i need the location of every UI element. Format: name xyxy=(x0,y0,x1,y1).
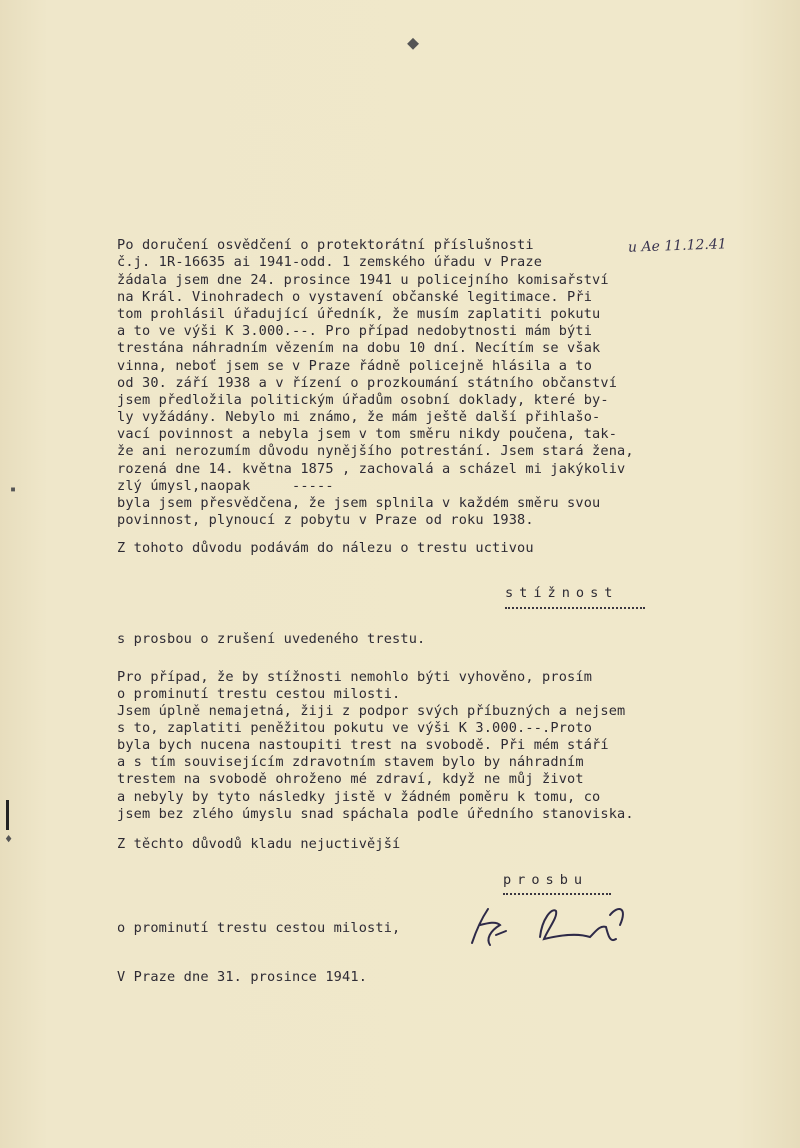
text-line: jsem bez zlého úmyslu snad spáchala podle úředního stanoviska. xyxy=(117,806,634,822)
request-line: o prominutí trestu cestou milosti, xyxy=(117,920,401,936)
text-line: a nebyly by tyto následky jistě v žádném poměru k tomu, co xyxy=(117,789,601,805)
intro-sentence: Z tohoto důvodu podávám do nálezu o trestu uctivou xyxy=(117,540,534,556)
text-line: trestána náhradním vězením na dobu 10 dní. Necítím se však xyxy=(117,340,601,356)
ink-blot-icon: ◆ xyxy=(407,30,420,54)
date-line: V Praze dne 31. prosince 1941. xyxy=(117,969,368,985)
text-line: vinna, neboť jsem se v Praze řádně policejně hlásila a to xyxy=(117,358,593,374)
text-line: vací povinnost a nebyla jsem v tom směru nikdy poučena, tak- xyxy=(117,426,618,442)
text-line: povinnost, plynoucí z pobytu v Praze od roku 1938. xyxy=(117,512,534,528)
text-line: a s tím souvisejícím zdravotním stavem bylo by náhradním xyxy=(117,754,584,770)
text-line: o prominutí trestu cestou milosti. xyxy=(117,686,401,702)
margin-dot-icon: ♦ xyxy=(5,832,13,846)
text-line: Jsem úplně nemajetná, žiji z podpor svých příbuzných a nejsem xyxy=(117,703,626,719)
text-line: že ani nerozumím důvodu nynějšího potrestání. Jsem stará žena, xyxy=(117,443,634,459)
text-line: s to, zaplatiti peněžitou pokutu ve výši K 3.000.--.Proto xyxy=(117,720,593,736)
margin-mark-line xyxy=(6,800,9,830)
text-line: rozená dne 14. května 1875 , zachovalá a scházel mi jakýkoliv xyxy=(117,461,626,477)
text-line: byla bych nucena nastoupiti trest na svobodě. Při mém stáří xyxy=(117,737,609,753)
text-line: žádala jsem dne 24. prosince 1941 u policejního komisařství xyxy=(117,272,609,288)
text-line: a to ve výši K 3.000.--. Pro případ nedobytnosti mám býti xyxy=(117,323,593,339)
text-line: jsem předložila politickým úřadům osobní doklady, které by- xyxy=(117,392,609,408)
text-line: Po doručení osvědčení o protektorátní příslušnosti xyxy=(117,237,534,253)
text-line: zlý úmysl,naopak ----- xyxy=(117,478,334,494)
text-line: č.j. 1R-16635 ai 1941-odd. 1 zemského úřadu v Praze xyxy=(117,254,543,270)
request-sentence: s prosbou o zrušení uvedeného trestu. xyxy=(117,631,426,647)
text-line: byla jsem přesvědčena, že jsem splnila v každém směru svou xyxy=(117,495,601,511)
heading-underline xyxy=(505,607,645,609)
heading-request: prosbu xyxy=(503,872,589,888)
handwritten-margin-note: u Ae 11.12.41 xyxy=(627,236,727,256)
margin-mark-icon: ▪ xyxy=(10,484,17,495)
text-line: tom prohlásil úřadující úředník, že musím zaplatiti pokutu xyxy=(117,306,601,322)
text-line: na Král. Vinohradech o vystavení občanské legitimace. Při xyxy=(117,289,593,305)
closing-sentence: Z těchto důvodů kladu nejuctivější xyxy=(117,836,401,852)
handwritten-signature xyxy=(460,895,640,955)
heading-complaint: stížnost xyxy=(505,585,619,601)
text-line: od 30. září 1938 a v řízení o prozkoumání státního občanství xyxy=(117,375,618,391)
text-line: ly vyžádány. Nebylo mi známo, že mám ještě další přihlašo- xyxy=(117,409,601,425)
text-line: trestem na svobodě ohroženo mé zdraví, když ne můj život xyxy=(117,771,584,787)
text-line: Pro případ, že by stížnosti nemohlo býti vyhověno, prosím xyxy=(117,669,593,685)
